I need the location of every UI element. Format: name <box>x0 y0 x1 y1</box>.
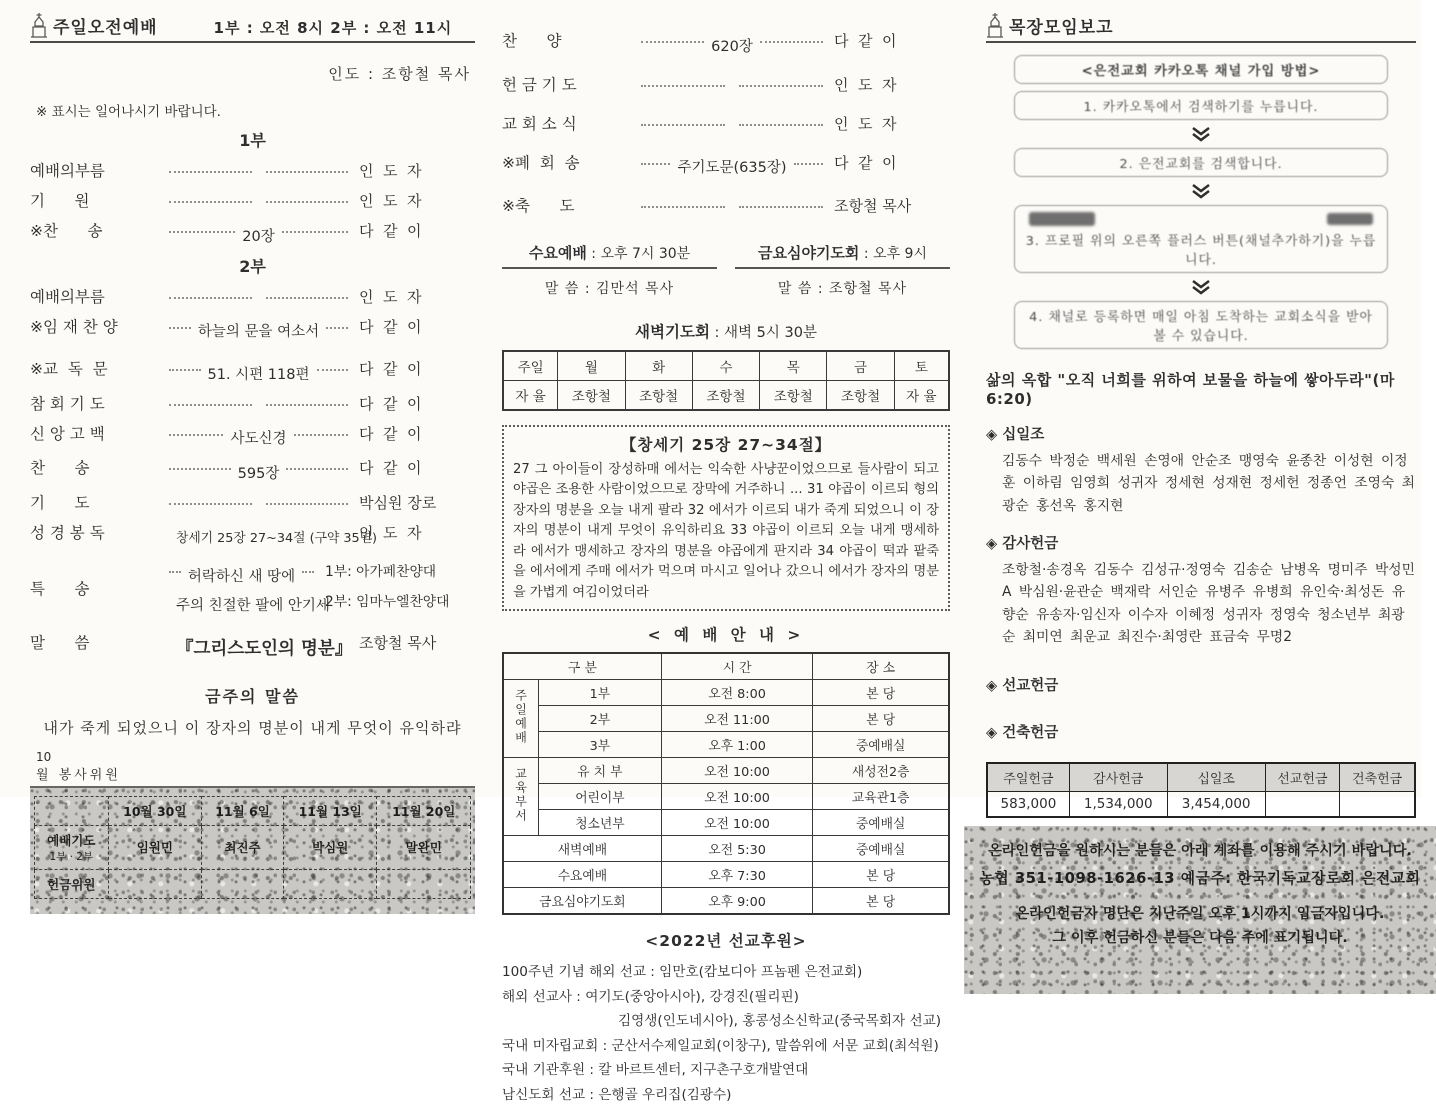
screenshot-thumbnail <box>1327 213 1373 225</box>
cell: 헌금위원 <box>35 869 109 898</box>
scripture-box <box>502 425 950 611</box>
order-row <box>502 73 950 95</box>
dotted-leader <box>162 635 355 660</box>
page-number: 10 <box>36 749 52 764</box>
wednesday-service <box>502 242 717 298</box>
order-row <box>30 219 475 246</box>
mission-line: 국내 미자립교회 : 군산서수제일교회(이창구), 말씀위에 서문 교회(최석원) <box>502 1037 939 1054</box>
order-label: 예배의부름 <box>30 287 105 306</box>
right-column <box>979 12 1421 994</box>
screenshot-thumbnails <box>1023 210 1379 230</box>
cell: 교육관1층 <box>813 784 949 810</box>
service-speaker: 말 씀 : 김만석 목사 <box>544 281 675 297</box>
cell: 시 간 <box>661 653 813 680</box>
kakao-step: 1. 카카오톡에서 검색하기를 누릅니다. <box>1014 91 1388 120</box>
mission-line: 해외 선교사 : 여기도(중앙아시아), 강경진(필리핀) <box>502 988 799 1005</box>
midweek-services <box>502 242 950 298</box>
cell: 선교헌금 <box>1265 763 1340 792</box>
offering-motto: 삶의 옥합 "오직 너희를 위하여 보물을 하늘에 쌓아두라"(마6:20) <box>986 371 1395 408</box>
cell: 구 분 <box>503 653 661 680</box>
cell <box>1265 792 1340 818</box>
dawn-prayer-heading <box>502 320 950 342</box>
mission-support-list <box>502 960 950 1107</box>
dotted-leader <box>634 209 830 211</box>
dawn-time: : 새벽 5시 30분 <box>709 325 817 341</box>
cell: 수요예배 <box>503 862 661 888</box>
kakao-guide-title: <은전교회 카카오톡 채널 가입 방법> <box>1014 55 1388 84</box>
order-row <box>30 357 475 384</box>
cell: 오전 10:00 <box>661 810 813 836</box>
cell: 조항철 <box>760 381 827 411</box>
dotted-leader <box>162 174 355 176</box>
cell: 어린이부 <box>539 784 662 810</box>
service-guide-title: < 예 배 안 내 > <box>647 626 805 645</box>
cell: 주일헌금 <box>987 763 1069 792</box>
mission-support-title: <2022년 선교후원> <box>645 932 807 951</box>
kakao-step <box>1014 205 1388 273</box>
order-row <box>502 151 950 178</box>
order-label: 성 경 봉 독 <box>30 523 105 542</box>
cell: 금 <box>827 351 894 381</box>
offering-section-title: ◈ 건축헌금 <box>986 725 1059 742</box>
cell: 자 율 <box>503 381 558 411</box>
order-by: 인 도 자 <box>359 523 422 542</box>
cell: 2부 <box>539 706 662 732</box>
order-label: 헌 금 기 도 <box>502 75 577 94</box>
service-heading <box>735 242 950 269</box>
order-row <box>30 521 475 547</box>
table-row <box>503 653 949 680</box>
order-by: 인 도 자 <box>834 75 897 94</box>
cell <box>503 758 539 836</box>
cell: 오전 5:30 <box>661 836 813 862</box>
cell: 1,534,000 <box>1069 792 1167 818</box>
order-value: 사도신경 <box>230 431 287 447</box>
cell <box>283 869 376 898</box>
cell: 자 율 <box>894 381 949 411</box>
cell: 본 당 <box>813 888 949 915</box>
cell: 오후 7:30 <box>661 862 813 888</box>
order-by: 다 같 이 <box>834 153 897 172</box>
special-song-line <box>162 590 475 616</box>
kakao-channel-guide <box>986 55 1416 349</box>
order-row <box>502 112 950 134</box>
order-by: 인 도 자 <box>359 192 422 210</box>
middle-column <box>502 12 950 1107</box>
scripture-title: 【창세기 25장 27~34절】 <box>620 436 832 454</box>
mission-line: 100주년 기념 해외 선교 : 임만호(캄보디아 프놈펜 은전교회) <box>502 964 863 981</box>
order-by: 다 같 이 <box>359 317 422 336</box>
dotted-leader <box>634 88 830 90</box>
cell: 토 <box>894 351 949 381</box>
offering-section-title: ◈ 감사헌금 <box>986 536 1059 553</box>
cell <box>35 825 109 869</box>
cell: 주일 <box>503 351 558 381</box>
dotted-leader <box>634 127 830 129</box>
service-speaker: 말 씀 : 조항철 목사 <box>777 281 908 297</box>
order-value: 20장 <box>242 228 275 245</box>
cell: 건축헌금 <box>1340 763 1415 792</box>
order-value: 하늘의 문을 여소서 <box>197 324 320 340</box>
cell: 중예배실 <box>813 810 949 836</box>
order-value: 595장 <box>237 465 280 482</box>
service-guide-table <box>502 652 950 915</box>
weekly-verse-text: 내가 죽게 되었으니 이 장자의 명분이 내게 무엇이 유익하랴 <box>43 718 462 737</box>
dotted-leader <box>162 565 321 586</box>
cell <box>377 869 471 898</box>
building-offering-section <box>986 721 1416 742</box>
service-time: : 오후 7시 30분 <box>586 246 691 262</box>
notice-line: 온라인헌금자 명단은 지난주일 오후 1시까지 입금자입니다. <box>1015 906 1385 923</box>
cell: 조항철 <box>558 381 625 411</box>
cell: 감사헌금 <box>1069 763 1167 792</box>
table-row <box>503 758 949 784</box>
order-label: ※폐 회 송 <box>502 153 580 172</box>
down-arrow-icon <box>986 127 1416 141</box>
down-arrow-icon <box>986 184 1416 198</box>
offering-names: 조항철·송경옥 김동수 김성규·정영숙 김송순 남병옥 명미주 박성민A 박심원·윤관순 백재락 서인순 유병주 유병희 유인숙·최성돈 유향순 유송자·임신자 이수자 이혜정 성귀자 정영숙 청소년부 최광순 최미연 최운교 최진수·최영란 표금숙 무명2 <box>1002 562 1415 646</box>
part1-heading: 1부 <box>239 131 266 150</box>
order-by: 박심원 장로 <box>359 493 437 512</box>
service-times: 1부 : 오전 8시 2부 : 오전 11시 <box>213 19 453 37</box>
order-row <box>502 194 950 216</box>
order-label: 기 도 <box>30 493 90 512</box>
cell: 오전 8:00 <box>661 680 813 706</box>
cell: 수 <box>692 351 759 381</box>
order-label: ※교 독 문 <box>30 360 108 378</box>
order-label: 특 송 <box>30 579 90 598</box>
table-row <box>987 792 1415 818</box>
order-by: 인 도 자 <box>834 114 897 133</box>
cell: 박심원 <box>283 825 376 869</box>
cell: 오후 1:00 <box>661 732 813 758</box>
volunteer-table-title: 월 봉사위원 <box>36 767 121 783</box>
special-song-row <box>30 556 475 619</box>
screenshot-thumbnail <box>1029 212 1095 226</box>
church-logo-icon <box>986 12 1004 38</box>
order-label: 신 앙 고 백 <box>30 424 105 443</box>
left-column <box>30 12 475 914</box>
group-label: 주일예배 <box>513 688 528 745</box>
order-label: 기 원 <box>30 192 90 210</box>
group-label: 교육부서 <box>513 766 528 823</box>
notice-line: 그 이후 헌금하신 분들은 다음 주에 표기됩니다. <box>1052 930 1348 947</box>
order-value: 주기도문(635장) <box>677 160 787 176</box>
order-value: 620장 <box>711 38 753 55</box>
thanks-offering-section <box>986 532 1416 648</box>
choir-name: 2부: 임마누엘찬양대 <box>325 593 450 610</box>
cell: 1부 <box>539 680 662 706</box>
cell: 583,000 <box>987 792 1069 818</box>
cell: 11월 6일 <box>202 796 284 825</box>
weekly-verse-title: 금주의 말씀 <box>205 686 300 706</box>
friday-service <box>735 242 950 298</box>
cell: 11월 13일 <box>283 796 376 825</box>
table-row <box>503 784 949 810</box>
dotted-leader <box>162 462 355 483</box>
dotted-leader <box>162 225 355 246</box>
dawn-title: 새벽기도회 <box>635 323 710 341</box>
left-header <box>30 12 475 43</box>
cell: 최진주 <box>202 825 284 869</box>
standing-note: ※ 표시는 일어나시기 바랍니다. <box>36 104 221 120</box>
order-row <box>30 456 475 483</box>
table-row <box>503 810 949 836</box>
offering-section-title: ◈ 선교헌금 <box>986 678 1059 695</box>
offering-summary-table <box>986 762 1416 818</box>
order-by: 인 도 자 <box>359 162 422 180</box>
church-logo-icon <box>30 12 48 38</box>
table-row <box>35 825 471 869</box>
cell: 목 <box>760 351 827 381</box>
mission-line: 김영생(인도네시아), 홍콩성소신학교(중국목회자 선교) <box>618 1013 942 1030</box>
order-by: 인 도 자 <box>359 287 422 306</box>
order-value: 51. 시편 118편 <box>207 366 310 383</box>
order-row <box>30 159 475 181</box>
table-row <box>503 836 949 862</box>
song-title: 허락하신 새 땅에 <box>187 568 296 585</box>
order-row <box>30 491 475 513</box>
cell: 오전 10:00 <box>661 784 813 810</box>
order-row <box>30 422 475 449</box>
cell: 장 소 <box>813 653 949 680</box>
cell: 청소년부 <box>539 810 662 836</box>
special-song-line <box>162 560 475 586</box>
notice-line: 농협 351-1098-1626-13 예금주: 한국기독교장로회 은전교회 <box>979 870 1421 888</box>
worship-leader-line: 인도 : 조항철 목사 <box>328 65 471 83</box>
table-row <box>503 351 949 381</box>
table-row <box>503 732 949 758</box>
cell: 3부 <box>539 732 662 758</box>
dotted-leader <box>162 527 378 546</box>
volunteer-table <box>34 796 471 899</box>
cell: 오전 10:00 <box>661 758 813 784</box>
table-row <box>503 888 949 915</box>
offering-section-title: ◈ 십일조 <box>986 427 1045 443</box>
cell: 오전 11:00 <box>661 706 813 732</box>
service-title: 수요예배 <box>528 244 587 262</box>
cell: 월 <box>558 351 625 381</box>
order-row <box>30 315 475 342</box>
cell: 말완민 <box>377 825 471 869</box>
order-continuation <box>502 29 950 216</box>
table-row <box>987 763 1415 792</box>
table-row <box>503 862 949 888</box>
order-label: ※임 재 찬 양 <box>30 317 118 336</box>
order-label: ※축 도 <box>502 197 575 215</box>
order-by: 다 같 이 <box>834 32 897 50</box>
mission-offering-section <box>986 674 1416 695</box>
cell: 금요심야기도회 <box>503 888 661 915</box>
cell: 오후 9:00 <box>661 888 813 915</box>
order-row <box>502 29 950 56</box>
volunteer-table-photo <box>30 786 475 914</box>
service-heading <box>502 242 717 269</box>
table-row <box>503 706 949 732</box>
table-row <box>35 796 471 825</box>
scripture-text: 27 그 아이들이 장성하매 에서는 익숙한 사냥꾼이었으므로 들사람이 되고 야곱은 조용한 사람이었으므로 장막에 거주하니 ... 31 야곱이 이르되 형의 장자의 명분을 오늘 내게 팔라 32 에서가 이르되 내가 죽게 되었으니 이 장자의 명분이 내게 무엇이 유익하리요 33 야곱이 이르되 오늘 내게 맹세하라 에서가 맹세하고 장자의 명분을 야곱에게 판지라 34 야곱이 떡과 팥죽을 에서에게 주매 에서가 먹으며 마시고 일어나 갔으니 에서가 장자의 명분을 가볍게 여김이었더라 <box>513 462 939 600</box>
cell: 유 치 부 <box>539 758 662 784</box>
row-sublabel: 1부 · 2부 <box>49 850 94 863</box>
order-by: 조항철 목사 <box>359 634 437 652</box>
cell: 십일조 <box>1167 763 1265 792</box>
online-offering-notice <box>964 826 1436 994</box>
order-row <box>30 285 475 307</box>
cell <box>503 680 539 758</box>
cell <box>35 796 109 825</box>
dotted-leader <box>162 427 355 448</box>
dotted-leader <box>162 204 355 206</box>
notice-line: 온라인헌금을 원하시는 분들은 아래 계좌를 이용해 주시기 바랍니다. <box>988 843 1412 860</box>
cell <box>202 869 284 898</box>
order-by: 다 같 이 <box>359 459 422 477</box>
cell: 중예배실 <box>813 836 949 862</box>
row-label: 예배기도 <box>47 832 96 848</box>
table-row <box>503 381 949 411</box>
tithe-section <box>986 423 1416 517</box>
order-label: ※찬 송 <box>30 222 103 240</box>
cell: 본 당 <box>813 680 949 706</box>
dotted-leader <box>162 407 355 409</box>
dotted-leader <box>162 506 355 508</box>
cell: 화 <box>625 351 692 381</box>
order-label: 예배의부름 <box>30 162 105 180</box>
kakao-step: 4. 채널로 등록하면 매일 아침 도착하는 교회소식을 받아볼 수 있습니다. <box>1014 301 1388 349</box>
cell <box>108 869 201 898</box>
order-by: 다 같 이 <box>359 394 422 413</box>
table-row <box>35 869 471 898</box>
table-row <box>503 680 949 706</box>
order-by: 조항철 목사 <box>834 197 912 215</box>
left-header-title: 주일오전예배 <box>53 18 158 38</box>
dawn-prayer-table <box>502 350 950 411</box>
order-by: 다 같 이 <box>359 360 422 378</box>
cell: 조항철 <box>625 381 692 411</box>
cell: 본 당 <box>813 706 949 732</box>
order-label: 교 회 소 식 <box>502 114 577 133</box>
cell: 11월 20일 <box>377 796 471 825</box>
order-label: 찬 송 <box>30 459 90 477</box>
down-arrow-icon <box>986 280 1416 294</box>
order-by: 다 같 이 <box>359 424 422 443</box>
mission-line: 남신도회 선교 : 은행골 우리집(김광수) <box>502 1086 732 1103</box>
cell: 새성전2층 <box>813 758 949 784</box>
special-song-lines <box>162 556 475 619</box>
order-label: 말 씀 <box>30 634 90 652</box>
right-header-title: 목장모임보고 <box>1009 18 1114 38</box>
dotted-leader <box>162 594 330 615</box>
cell: 새벽예배 <box>503 836 661 862</box>
order-by: 다 같 이 <box>359 222 422 240</box>
offering-names: 김동수 박정순 백세원 손영애 안순조 맹영숙 윤종찬 이성현 이정훈 이하림 임영희 성귀자 정세현 성재현 정세헌 정종언 조영숙 최광순 홍선옥 홍지현 <box>1002 453 1415 514</box>
cell: 3,454,000 <box>1167 792 1265 818</box>
dotted-leader <box>634 35 830 56</box>
order-row <box>30 392 475 414</box>
cell: 임원민 <box>108 825 201 869</box>
dotted-leader <box>634 156 830 177</box>
part2-heading: 2부 <box>239 256 266 276</box>
dotted-leader <box>162 363 355 384</box>
cell: 조항철 <box>692 381 759 411</box>
kakao-step: 2. 은전교회를 검색합니다. <box>1014 148 1388 177</box>
mission-line: 국내 기관후원 : 칼 바르트센터, 지구촌구호개발연대 <box>502 1062 809 1079</box>
kakao-step-text: 3. 프로필 위의 오른쪽 플러스 버튼(채널추가하기)을 누릅니다. <box>1025 234 1377 268</box>
cell: 조항철 <box>827 381 894 411</box>
order-label: 찬 양 <box>502 32 562 50</box>
cell: 중예배실 <box>813 732 949 758</box>
order-row <box>30 189 475 211</box>
right-header <box>986 12 1416 43</box>
sermon-title: 『그리스도인의 명분』 <box>176 638 353 659</box>
song-title: 주의 친절한 팔에 안기세 <box>176 598 330 614</box>
order-value: 창세기 25장 27~34절 (구약 35면) <box>176 531 378 546</box>
service-title: 금요심야기도회 <box>757 244 860 262</box>
sermon-row <box>30 631 475 660</box>
cell: 10월 30일 <box>108 796 201 825</box>
cell: 본 당 <box>813 862 949 888</box>
dotted-leader <box>162 300 355 302</box>
cell <box>1340 792 1415 818</box>
order-label: 참 회 기 도 <box>30 394 105 413</box>
service-time: : 오후 9시 <box>859 246 927 262</box>
dotted-leader <box>162 320 355 341</box>
choir-name: 1부: 아가페찬양대 <box>325 564 437 580</box>
